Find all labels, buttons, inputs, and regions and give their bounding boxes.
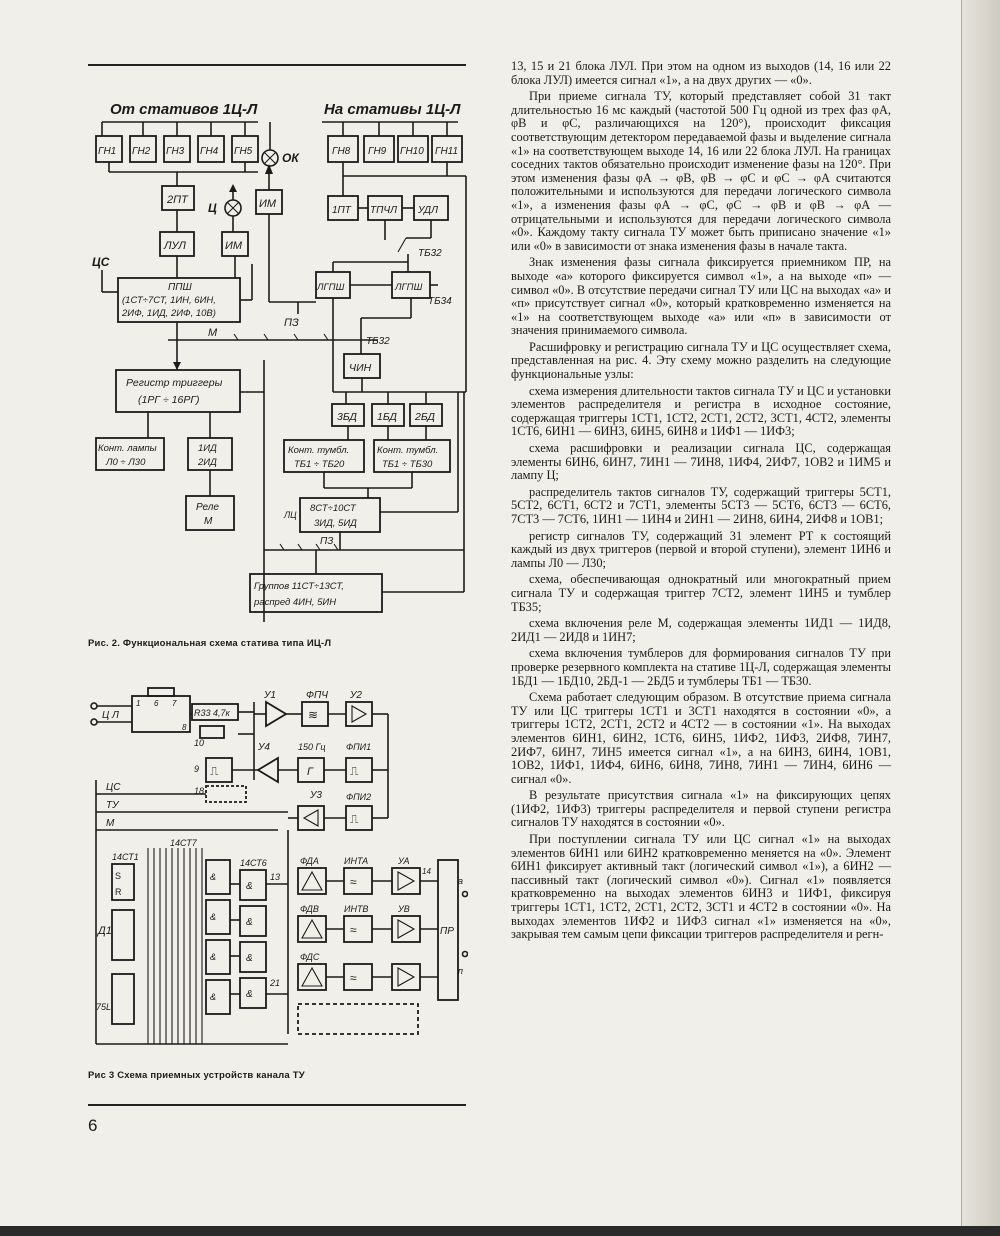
g-label: Г <box>307 766 313 778</box>
page-number: 6 <box>88 1116 98 1135</box>
r33-label: R33 4,7к <box>194 708 230 718</box>
st14b-label: 14СТ7 <box>170 838 197 848</box>
fig2-header-left: От стативов 1Ц-Л <box>110 101 258 118</box>
paragraph: В результате присутствия сигнала «1» на фиксирующих цепях (1ИФ2, 1ИФ3) триггеры распределителя и первой ступени регистра сигналов ТУ находятся в состоянии «0». <box>511 788 891 830</box>
gn4-label: ГН4 <box>200 146 219 157</box>
out-n-label: п <box>458 966 463 976</box>
n7-label: 7 <box>172 699 177 708</box>
paragraph: 13, 15 и 21 блока ЛУЛ. При этом на одном из выходов (14, 16 или 22 блока ЛУЛ) имеется сигнал «1», а на двух других — «0». <box>511 59 891 87</box>
tumb1-line1: Конт. тумбл. <box>288 445 350 456</box>
out-a-label: а <box>458 876 464 886</box>
svg-text:&: & <box>246 953 253 964</box>
inta-label: ИНТА <box>344 856 369 866</box>
st14c-label: 14СТ6 <box>240 858 267 868</box>
c-label: Ц <box>208 201 217 215</box>
d1-label: Д1 <box>98 925 112 937</box>
block-lgpsh-2: ЛГПШ <box>395 282 423 293</box>
fpi1-label: ФПИ1 <box>346 742 372 752</box>
tumb1-line2: ТБ1 ÷ ТБ20 <box>294 459 345 470</box>
rele-line1: Реле <box>196 502 219 513</box>
block-2bd: 2БД <box>415 411 435 423</box>
filter-icon-4: ≈ <box>350 971 357 985</box>
figure-3-diagram <box>88 684 468 1060</box>
intv-label: ИНТВ <box>344 904 369 914</box>
svg-text:R: R <box>115 887 122 897</box>
paragraph: схема включения реле М, содержащая элементы 1ИД1 — 1ИД8, 2ИД1 — 2ИД8 и 1ИН7; <box>511 616 891 644</box>
tb32b-label: ТБ32 <box>366 336 390 347</box>
n18-label: 18 <box>194 786 205 796</box>
n6-label: 6 <box>154 699 159 708</box>
paragraph: При приеме сигнала ТУ, который представляет собой 31 такт длительностью 16 мс каждый (частотой 500 Гц одной из трех фаз φА, φВ и φС, различающихся на 120°), происходит фиксация соответствующим детектором передаваемой фазы и выделение сигнала «1» на соответствующем выходе 14, 16 или 22 блока ЛУЛ. На границах соседних тактов обязательно происходит изменение фазы на 120°. При этом изменения фазы φА → φВ, φВ → φС и φС → φА считаются положительными и используются для передачи логического символа «1», а изменения фазы φА → φС, φС → φВ и φВ → φА — отрицательными и используются для передачи логического символа «0». Каждому такту сигнала ТУ может быть приписано значение «1» или «0» в зависимости от знака изменения фазы в начале такта. <box>511 89 891 253</box>
figure-2-diagram <box>88 92 468 632</box>
trigger-icon-2: ⎍ <box>350 764 359 778</box>
svg-text:S: S <box>115 871 122 881</box>
svg-text:&: & <box>210 872 217 882</box>
svg-text:&: & <box>210 992 217 1002</box>
tumb2-line1: Конт. тумбл. <box>377 445 439 456</box>
block-tpchl: ТПЧЛ <box>370 205 397 216</box>
svg-text:&: & <box>210 952 217 962</box>
paragraph: схема измерения длительности тактов сигнала ТУ и ЦС и установки элементов распределителя и регистра в исходное состояние, содержащая триггеры 1СТ1, 1СТ2, 2СТ1, 2СТ2, 3СТ1, 4СТ2, элементы 1СТ6, 6ИН1 — 6ИН3, 6ИН5, 6ИН8 и 1ИФ1 — 1ИФ3; <box>511 383 892 439</box>
kont-lamp-line2: Л0 ÷ Л30 <box>106 457 146 468</box>
n8-label: 8 <box>182 723 187 732</box>
tumb2-line2: ТБ1 ÷ ТБ30 <box>382 459 433 470</box>
filter-icon-2: ≈ <box>350 875 357 889</box>
block-1pt: 1ПТ <box>332 205 351 216</box>
register-line2: (1РГ ÷ 16РГ) <box>138 394 200 406</box>
fdv-label: ФДВ <box>300 904 319 914</box>
gn9-label: ГН9 <box>368 146 387 157</box>
cl-label: Ц Л <box>102 710 119 721</box>
rele-line2: М <box>204 516 213 527</box>
pz-label: ПЗ <box>284 317 299 329</box>
svg-text:&: & <box>246 917 253 928</box>
cs-label: ЦС <box>92 255 110 269</box>
text-column <box>511 60 891 945</box>
ppsh-line2: (1СТ÷7СТ, 1ИН, 6ИН, <box>122 295 216 306</box>
gn3-label: ГН3 <box>166 146 185 157</box>
y1-label: У1 <box>264 690 276 701</box>
paragraph: Знак изменения фазы сигнала фиксируется приемником ПР, на выходе «а» которого фиксируется символ «1», а на выходе «п» — символ «0». В отсутствие передачи сигнал ТУ или ЦС на выходах «а» и «п» присутствует сигнал «0», который кратковременно изменяется на «1» на соответствующем выходе «а» или «п» в зависимости от значения принимаемого символа. <box>511 255 891 338</box>
block-im-2: ИМ <box>225 240 243 252</box>
gn11-label: ГН11 <box>435 146 459 157</box>
bottom-edge <box>0 1226 1000 1236</box>
bottom-rule <box>88 1104 466 1106</box>
fda-label: ФДА <box>300 856 319 866</box>
gn-left-group <box>96 136 258 162</box>
yv-label: УВ <box>398 904 410 914</box>
pz2-label: ПЗ <box>320 536 334 547</box>
block-2pt: 2ПТ <box>167 194 188 206</box>
st-side-label: ЛЦ <box>284 510 297 520</box>
y3-label: У3 <box>310 790 322 801</box>
paragraph: Схема работает следующим образом. В отсутствие приема сигнала ТУ или ЦС триггеры 1СТ1 и 3СТ1 находятся в состоянии «0», а триггеры 1СТ2, 2СТ1, 2СТ2 и 4СТ2 — в состоянии «1». На выходах элементов 6ИН1, 6ИН2, 1СТ6, 6ИН5, 1ИФ2, 1ИФ3, 2ИФ8, 7ИН7, 2ИФ7, 6ИН7, 7ИН5 имеется сигнал «1», а на 6ИН3, 6ИН4, 1ОВ1, 1ОВ2, 1ИФ1, 1ИФ4, 6ИН6, 6ИН8, 7ИН8, 7ИН1 — 7ИН4, 6ИН6 — сигнал «0». <box>511 690 891 786</box>
n9-label: 9 <box>194 764 200 774</box>
grp-line2: распред 4ИН, 5ИН <box>254 597 337 608</box>
n13-label: 13 <box>270 872 281 882</box>
paragraph: распределитель тактов сигналов ТУ, содержащий триггеры 5СТ1, 5СТ2, 6СТ1, 6СТ2 и 7СТ1, элементы 5СТ3 — 5СТ6, 6СТ3 — 6СТ6, 7СТ3 — 7СТ6, 1ИН1 — 1ИН4 и 2ИН1 — 2ИН8, 6ИН4, 2ИФ8 и 1ОВ1; <box>511 484 891 526</box>
gn5-label: ГН5 <box>234 146 253 157</box>
bus-lines <box>148 848 202 1044</box>
tb32-label: ТБ32 <box>418 248 442 259</box>
st-line1: 8СТ÷10СТ <box>310 503 356 514</box>
register-line1: Регистр триггеры <box>126 377 223 389</box>
paragraph: схема включения тумблеров для формирования сигналов ТУ при проверке резервного комплекта на стативе 1Ц-Л, содержащая элементы 1БД1 — 1БД10, 2БД-1 — 2БД5 и тумблеры ТБ1 — ТБ30. <box>511 646 891 688</box>
svg-text:&: & <box>210 912 217 922</box>
kont-lamp-line1: Конт. лампы <box>98 443 157 454</box>
block-1bd: 1БД <box>377 411 397 423</box>
svg-text:&: & <box>246 989 253 1000</box>
trigger-icon-3: ⎍ <box>350 812 359 826</box>
m-label: М <box>208 327 218 339</box>
gn10-label: ГН10 <box>400 146 424 157</box>
ok-label: ОК <box>282 151 299 165</box>
top-rule <box>88 64 466 66</box>
fds-label: ФДС <box>300 952 320 962</box>
y2-label: У2 <box>350 690 362 701</box>
n10-label: 10 <box>194 738 205 748</box>
filter-icon-1: ≋ <box>308 708 319 722</box>
svg-text:&: & <box>246 881 253 892</box>
ppsh-line1: ППШ <box>168 282 192 293</box>
n14-label: 14 <box>422 867 431 876</box>
block-udl: УДЛ <box>418 205 438 216</box>
tb34-label: ТБ34 <box>428 296 452 307</box>
block-lgpsh-1: ЛГПШ <box>317 282 345 293</box>
block-lul: ЛУЛ <box>164 240 186 252</box>
tid-line1: 1ИД <box>198 443 217 454</box>
block-im-1: ИМ <box>259 198 277 210</box>
ppsh-line3: 2ИФ, 1ИД, 2ИФ, 10В) <box>122 308 216 319</box>
pr-label: ПР <box>440 926 454 937</box>
gn1-label: ГН1 <box>98 146 117 157</box>
paragraph: регистр сигналов ТУ, содержащий 31 элемент РТ к состоящий каждый из двух триггеров (первой и второй ступени), элемент 1ИН6 и лампы Л0 — Л30; <box>511 528 891 570</box>
ya-label: УА <box>398 856 410 866</box>
ty-line-label: ТУ <box>106 800 119 811</box>
grp-line1: Группов 11СТ÷13СТ, <box>254 581 344 592</box>
paragraph: схема расшифровки и реализации сигнала ЦС, содержащая элементы 6ИН6, 6ИН7, 7ИН1 — 7ИН8, 1ИФ4, 2ИФ7, 1ОВ2 и 1ИМ5 и лампу Ц; <box>511 441 891 483</box>
paragraph: При поступлении сигнала ТУ или ЦС сигнал «1» на выходах элементов 6ИН1 или 6ИН2 кратковременно меняется на «0». Элемент 6ИН1 фиксирует активный такт (логический символ «1»), а 6ИН2 — пассивный такт (логический символ «0»). Сигнал «1» появляется кратковременно на выходах элементов 6ИН3 и 1ИФ1, фиксируя триггеры 1СТ1, 1СТ2, 2СТ1, 2СТ2, 3СТ1 и 4СТ2 в состоянии «0». На выходах элементов 1ИФ2 и 1ИФ3 сигнал «1» изменяется на «0», закрывая тем самым цепи фиксации триггеров распределителя и регн- <box>511 832 891 942</box>
n21-label: 21 <box>270 978 281 988</box>
filter-icon-3: ≈ <box>350 923 357 937</box>
gn2-label: ГН2 <box>132 146 151 157</box>
page-edge <box>961 0 1000 1236</box>
y4-label: У4 <box>258 742 270 753</box>
tid-line2: 2ИД <box>198 457 217 468</box>
m-line-label: М <box>106 818 115 829</box>
fpi2-label: ФПИ2 <box>346 792 372 802</box>
n1-label: 1 <box>136 699 141 708</box>
fpch-label: ФПЧ <box>306 690 328 701</box>
st14-label: 14СТ1 <box>112 852 139 862</box>
paragraph: Расшифровку и регистрацию сигнала ТУ и ЦС осуществляет схема, представленная на рис. 4. Эту схему можно разделить на следующие функциональные узлы: <box>511 339 891 382</box>
block-chin: ЧИН <box>349 362 372 374</box>
t5l-label: 75L <box>96 1002 112 1012</box>
trigger-icon-1: ⎍ <box>210 764 219 778</box>
gn-right-group <box>328 136 462 162</box>
gn8-label: ГН8 <box>332 146 351 157</box>
cs-line-label: ЦС <box>106 782 121 793</box>
fig2-header-right: На стативы 1Ц-Л <box>324 101 461 118</box>
block-3bd: 3БД <box>337 411 357 423</box>
figure-3-caption: Рис 3 Схема приемных устройств канала ТУ <box>88 1070 305 1081</box>
f150-label: 150 Гц <box>298 742 326 752</box>
figure-2-caption: Рис. 2. Функциональная схема статива типа ИЦ-Л <box>88 638 332 649</box>
st-line2: 3ИД, 5ИД <box>314 518 357 529</box>
paragraph: схема, обеспечивающая однократный или многократный прием сигнала ТУ и содержащая триггер 7СТ2, элемент 1ИН5 и тумблер ТБ35; <box>511 572 891 614</box>
